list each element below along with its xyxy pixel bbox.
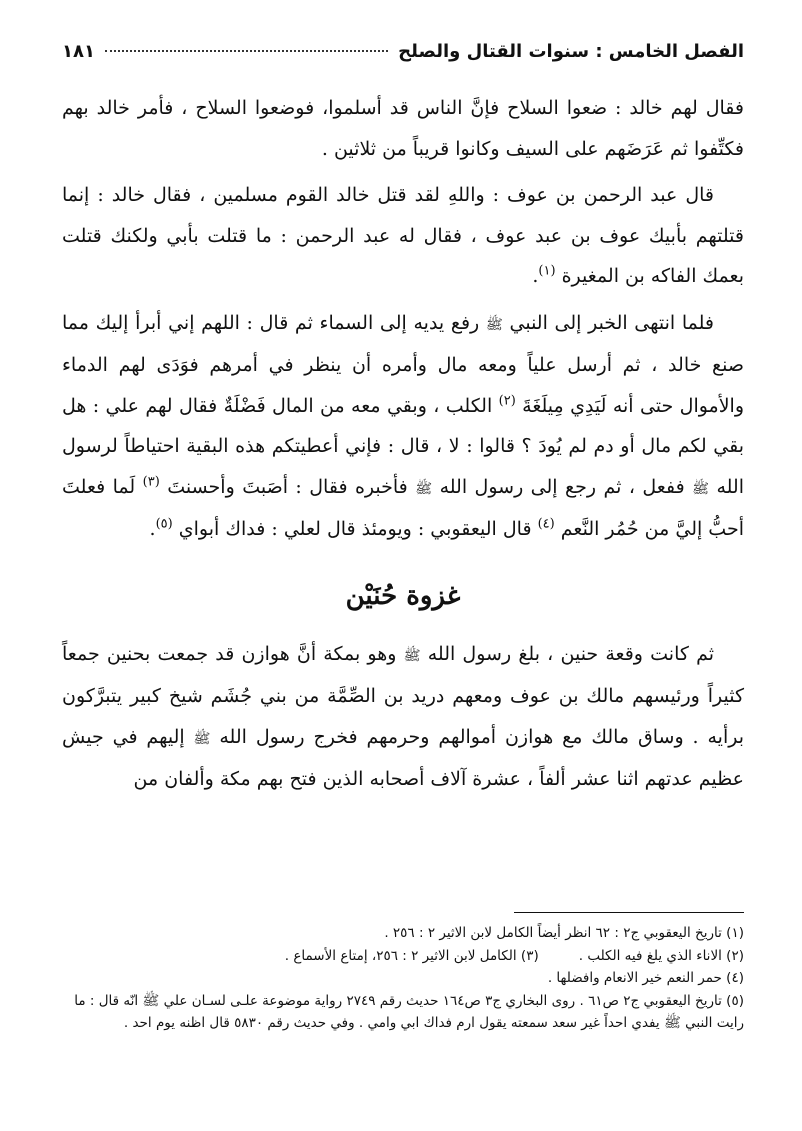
- footnote-ref-2[interactable]: (٢): [498, 393, 516, 409]
- pbuh-symbol: ﷺ: [403, 647, 421, 664]
- footnote-separator: [514, 912, 744, 913]
- footnote-3: (٣) الكامل لابن الاثير ٢ : ٢٥٦، إمتاع الأسماع .: [284, 947, 539, 964]
- pbuh-symbol: ﷺ: [415, 480, 433, 497]
- paragraph-1: فقال لهم خالد : ضعوا السلاح فإنَّ الناس قد أسلموا، فوضعوا السلاح ، فأمر خالد بهم فكتِّفوا ثم عَرَضَهم على السيف وكانوا قريباً من ثلاثين .: [62, 97, 744, 160]
- footnote-ref-5[interactable]: (٥): [155, 516, 173, 532]
- paragraph-4: ثم كانت وقعة حنين ، بلغ رسول الله ﷺ وهو بمكة أنَّ هوازن قد جمعت بحنين جمعاً كثيراً ورئيسهم مالك بن عوف ومعهم دريد بن الصِّمَّة من بني جُشَم شيخ كبير يتبرَّكون برأيه . وساق مالك مع هوازن أموالهم وحرمهم فخرج رسول الله ﷺ إليهم في جيش عظيم عدتهم اثنا عشر ألفاً ، عشرة آلاف أصحابه الذين فتح بهم مكة وألفان من: [62, 642, 744, 790]
- pbuh-symbol: ﷺ: [692, 480, 710, 497]
- footnote-2: (٢) الاناء الذي يلغ فيه الكلب .: [578, 947, 744, 964]
- paragraph-3: فلما انتهى الخبر إلى النبي ﷺ رفع يديه إلى السماء ثم قال : اللهم إني أبرأ إليك مما صنع خالد ، ثم أرسل علياً ومعه مال وأمره أن ينظر في أمرهم فوَدَى لهم الدماء والأموال حتى أنه لَيَدِي مِيلَغَةَ $^{(٢)}$ الكلب ، وبقي معه من المال فَضْلَةٌ فقال لهم علي : هل بقي لكم مال أو دم لم يُودَ ؟ قالوا : لا ، قال : فإني أعطيتكم هذه البقية احتياطاً لرسول الله ﷺ ففعل ، ثم رجع إلى رسول الله ﷺ فأخبره فقال : أصَبتَ وأحسنتَ $^{(٣)}$ لَما فعلتَ أحبُّ إليَّ من حُمُر النَّعم $^{(٤)}$ قال اليعقوبي : ويومئذ قال لعلي : فداك أبواي $^{(٥)}$.: [62, 311, 745, 540]
- footnotes: [62, 922, 744, 1035]
- running-header: [62, 34, 744, 68]
- pbuh-symbol: ﷺ: [193, 730, 211, 747]
- footnote-1: (١) تاريخ اليعقوبي ج٢ : ٦٢ انظر أيضاً الكامل لابن الاثير ٢ : ٢٥٦ .: [384, 925, 744, 941]
- footnote-row-2-3: [62, 945, 744, 968]
- dotted-leader: [105, 50, 388, 52]
- chapter-title: الفصل الخامس : سنوات القتال والصلح: [398, 40, 744, 62]
- main-text: [62, 88, 744, 806]
- footnote-5: (٥) تاريخ اليعقوبي ج٢ ص٦١ . روى البخاري ج٣ ص١٦٤ حديث رقم ٢٧٤٩ رواية موضوعة علـى لسـان علي ﷺ انّه قال : ما رايت النبي ﷺ يفدي احداً غير سعد سمعته يقول ارم فداك ابي وامي . وفي حديث رقم ٥٨٣٠ قال اظنه يوم احد .: [74, 992, 744, 1031]
- pbuh-symbol: ﷺ: [485, 316, 503, 333]
- pbuh-symbol: ﷺ: [142, 992, 160, 1009]
- footnote-4: (٤) حمر النعم خير الانعام وافضلها .: [547, 970, 744, 986]
- footnote-ref-4[interactable]: (٤): [537, 516, 555, 532]
- page-number: ١٨١: [62, 40, 95, 62]
- footnote-ref-3[interactable]: (٣): [142, 474, 160, 490]
- footnote-ref-1[interactable]: (١): [538, 263, 556, 279]
- section-title: غزوة حُنَيْن: [345, 580, 461, 611]
- pbuh-symbol: ﷺ: [663, 1015, 681, 1031]
- paragraph-2: قال عبد الرحمن بن عوف : واللهِ لقد قتل خالد القوم مسلمين ، فقال خالد : إنما قتلتهم بأبيك عوف بن عبد عوف ، فقال له عبد الرحمن : ما قتلت بأبي ولكنك قتلت بعمك الفاكه بن المغيرة $^{(١)}$.: [62, 184, 744, 287]
